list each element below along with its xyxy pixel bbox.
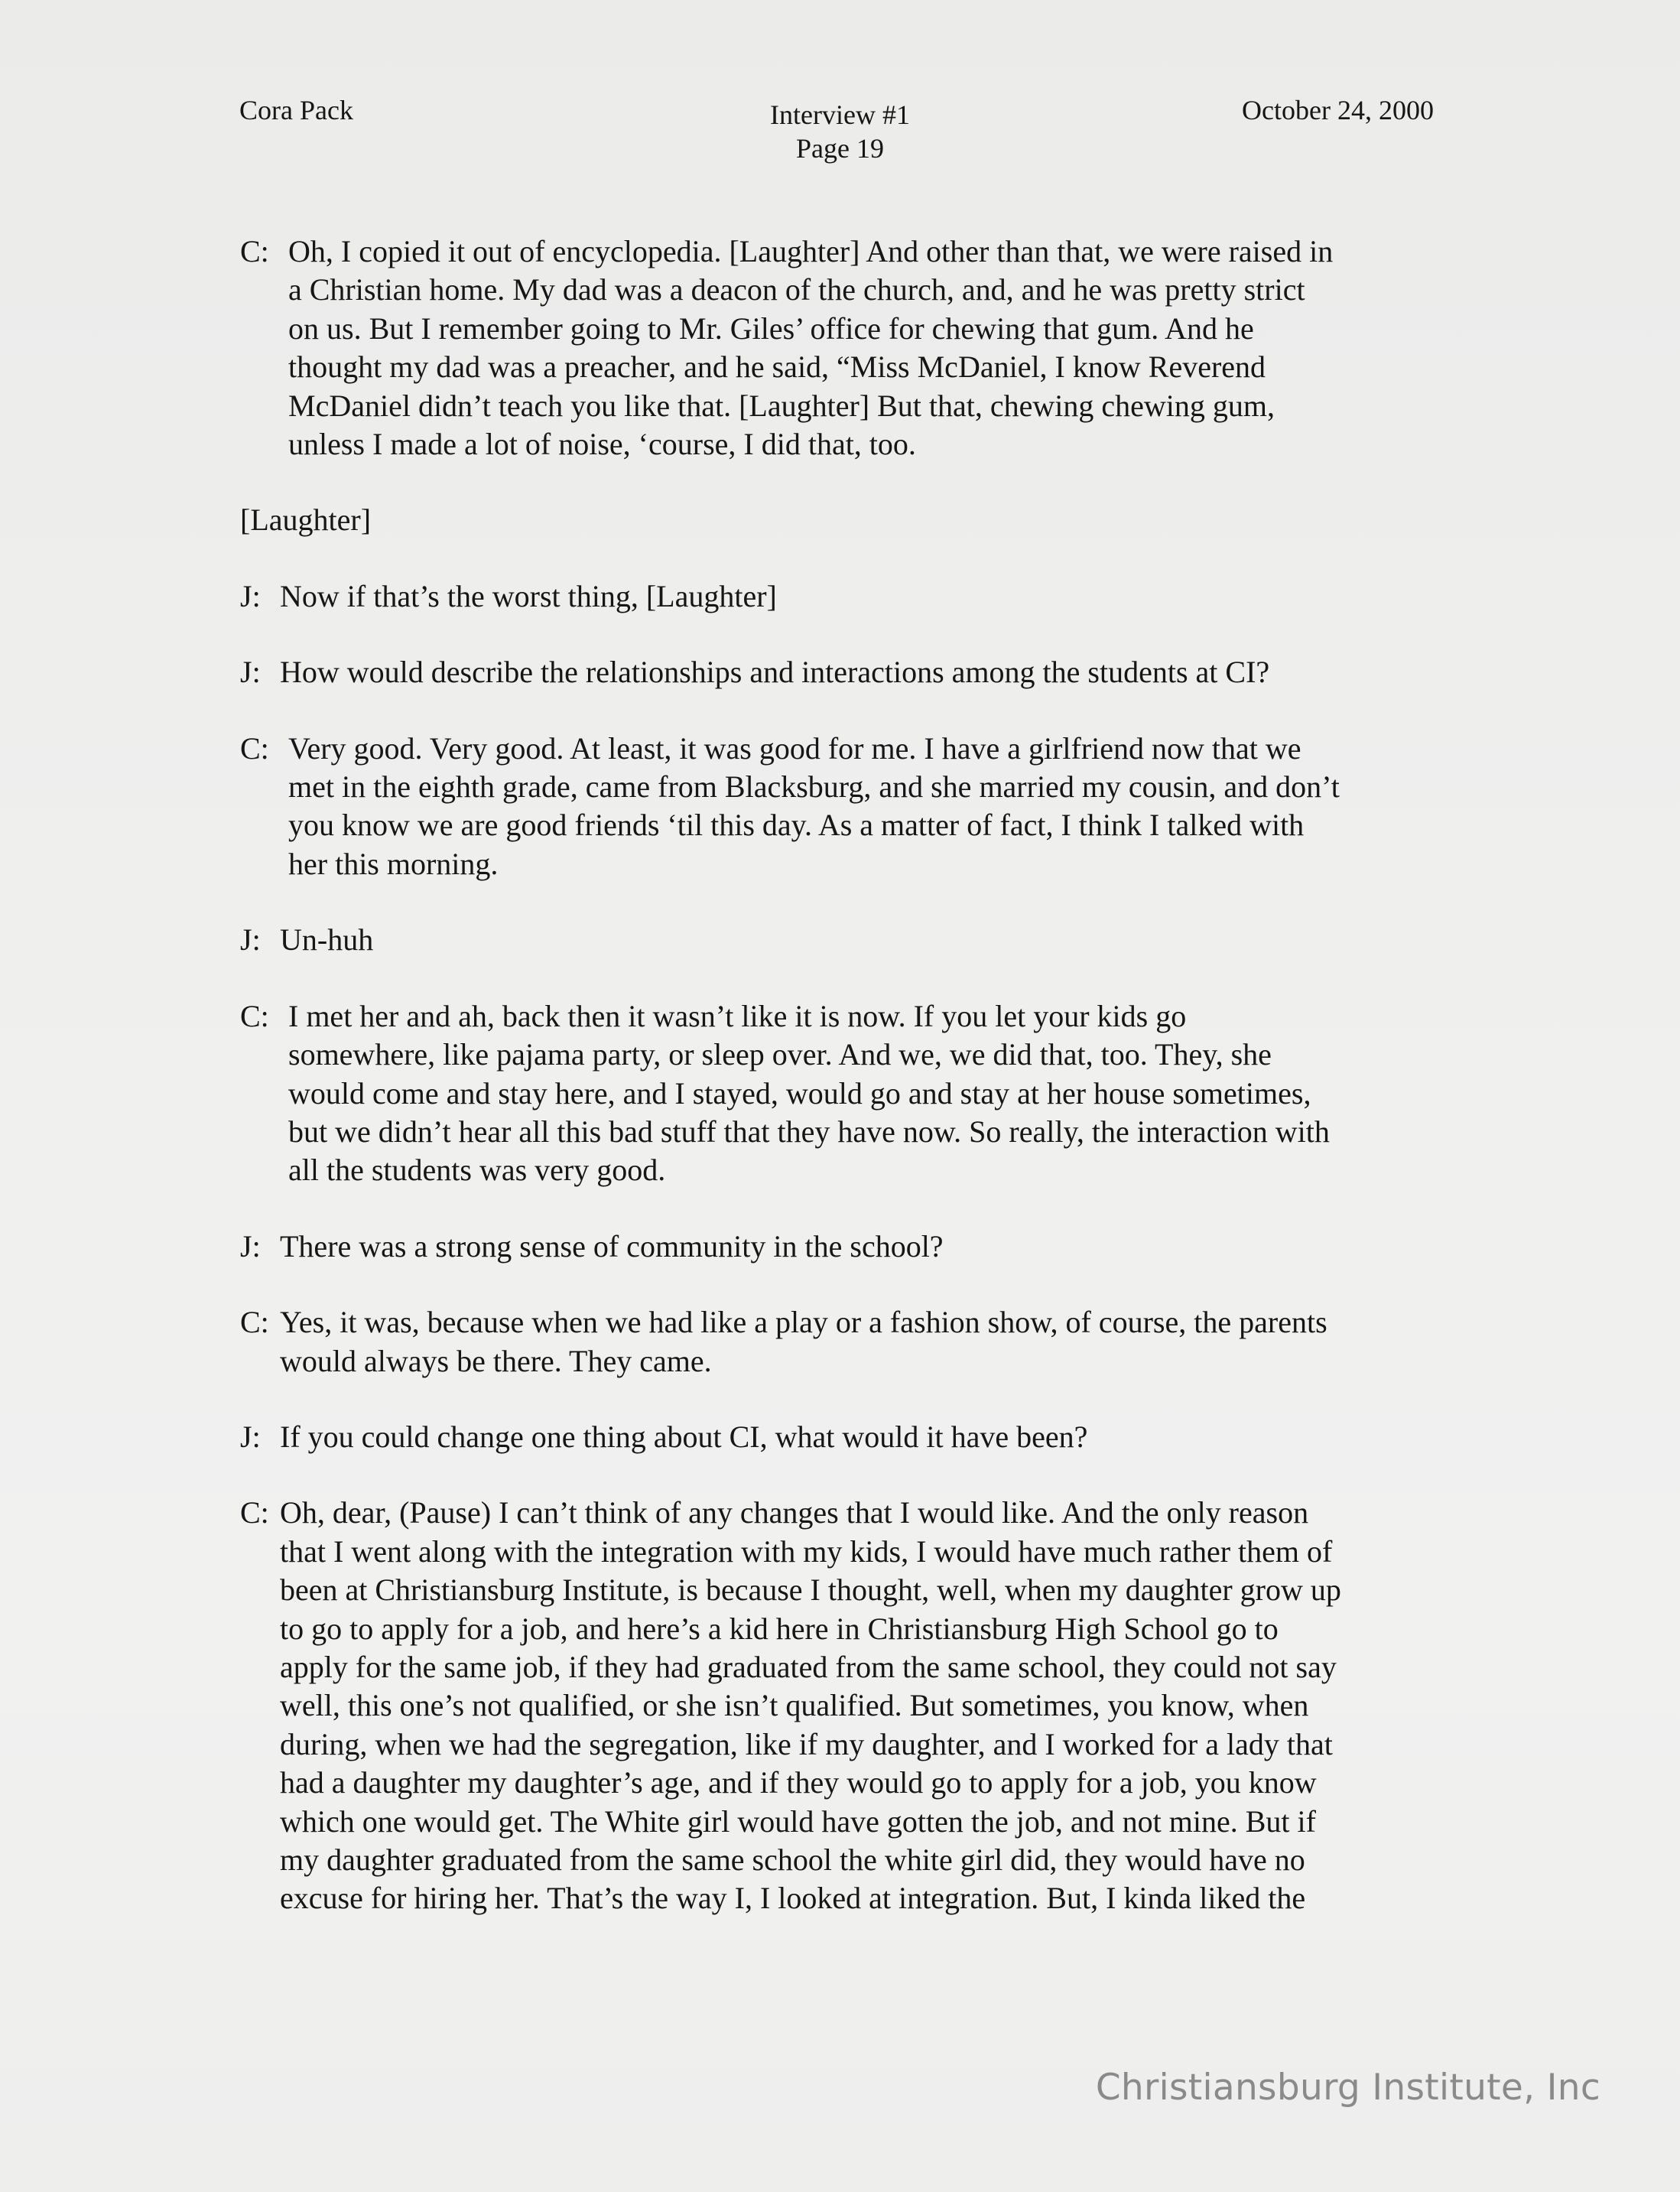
- header-interviewee-name: Cora Pack: [239, 95, 353, 125]
- header-date: October 24, 2000: [1242, 95, 1434, 125]
- header-interview-number: Interview #1: [770, 99, 910, 130]
- transcript-paragraph: [240, 1303, 1442, 1381]
- paragraph-text: Yes, it was, because when we had like a play or a fashion show, of course, the parents would always be there. They came.: [280, 1305, 1327, 1378]
- transcript-paragraph: [240, 501, 1442, 539]
- paragraph-text: How would describe the relationships and interactions among the students at CI?: [280, 655, 1270, 690]
- header-page-number: Page 19: [796, 133, 884, 164]
- paragraph-text: I met her and ah, back then it wasn’t like it is now. If you let your kids go somewhere, like pajama party, or sleep over. And we, we did that, too. They, she would come and stay here, and I stayed, would go and stay at her house sometimes, but we didn’t hear all this bad stuff that they have now. So really, the interaction with all the students was very good.: [288, 998, 1330, 1188]
- transcript-paragraph: [240, 730, 1442, 884]
- transcript-paragraph: [240, 577, 1442, 616]
- transcript-paragraph: [240, 1228, 1442, 1266]
- paragraph-text: If you could change one thing about CI, what would it have been?: [280, 1419, 1088, 1454]
- paragraph-text: Now if that’s the worst thing, [Laughter]: [280, 578, 777, 613]
- transcript-paragraph: [240, 921, 1442, 959]
- speaker-label: C:: [240, 998, 269, 1033]
- watermark-text: Christiansburg Institute, Inc: [1095, 2067, 1600, 2109]
- paragraph-text: Un-huh: [280, 922, 374, 958]
- paragraph-text: Very good. Very good. At least, it was good for me. I have a girlfriend now that we met in the eighth grade, came from Blacksburg, and she married my cousin, and don’t you know we are good friends ‘til this day. As a matter of fact, I think I talked with her this morning.: [288, 730, 1340, 881]
- transcript-paragraph: [240, 233, 1442, 463]
- transcript-paragraph: [240, 653, 1442, 691]
- speaker-label: J:: [240, 655, 261, 690]
- transcript-paragraph: [240, 997, 1442, 1190]
- speaker-label: C:: [240, 1305, 269, 1340]
- paragraph-text: Oh, dear, (Pause) I can’t think of any changes that I would like. And the only reason that I went along with the integration with my kids, I would have much rather them of been at Christiansburg Institute, is because I thought, well, when my daughter grow up to go to apply for a job, and here’s a kid here in Christiansburg High School go to apply for the same job, if they had graduated from the same school, they could not say well, this one’s not qualified, or she isn’t qualified. But sometimes, you know, when during, when we had the segregation, like if my daughter, and I worked for a lady that had a daughter my daughter’s age, and if they would go to apply for a job, you know which one would get. The White girl would have gotten the job, and not mine. But if my daughter graduated from the same school the white girl did, they would have no excuse for hiring her. That’s the way I, I looked at integration. But, I kinda liked the: [280, 1495, 1341, 1916]
- speaker-label: C:: [240, 730, 269, 766]
- paragraph-text: There was a strong sense of community in the school?: [280, 1228, 944, 1263]
- transcript-paragraph: [240, 1418, 1442, 1456]
- speaker-label: J:: [240, 1228, 261, 1263]
- paragraph-text: Oh, I copied it out of encyclopedia. [Laughter] And other than that, we were raised in a Christian home. My dad was a deacon of the church, and, and he was pretty strict on us. But I remember going to Mr. Giles’ office for chewing that gum. And he thought my dad was a preacher, and he said, “Miss McDaniel, I know Reverend McDaniel didn’t teach you like that. [Laughter] But that, chewing chewing gum, unless I made a lot of noise, ‘course, I did that, too.: [288, 234, 1334, 462]
- speaker-label: J:: [240, 578, 261, 613]
- transcript-paragraph: [240, 1494, 1442, 1917]
- speaker-label: C:: [240, 234, 269, 268]
- transcript-body: [240, 233, 1442, 1956]
- speaker-label: J:: [240, 1419, 261, 1454]
- speaker-label: J:: [240, 922, 261, 958]
- speaker-label: C:: [240, 1495, 269, 1530]
- paragraph-text: [Laughter]: [240, 502, 372, 538]
